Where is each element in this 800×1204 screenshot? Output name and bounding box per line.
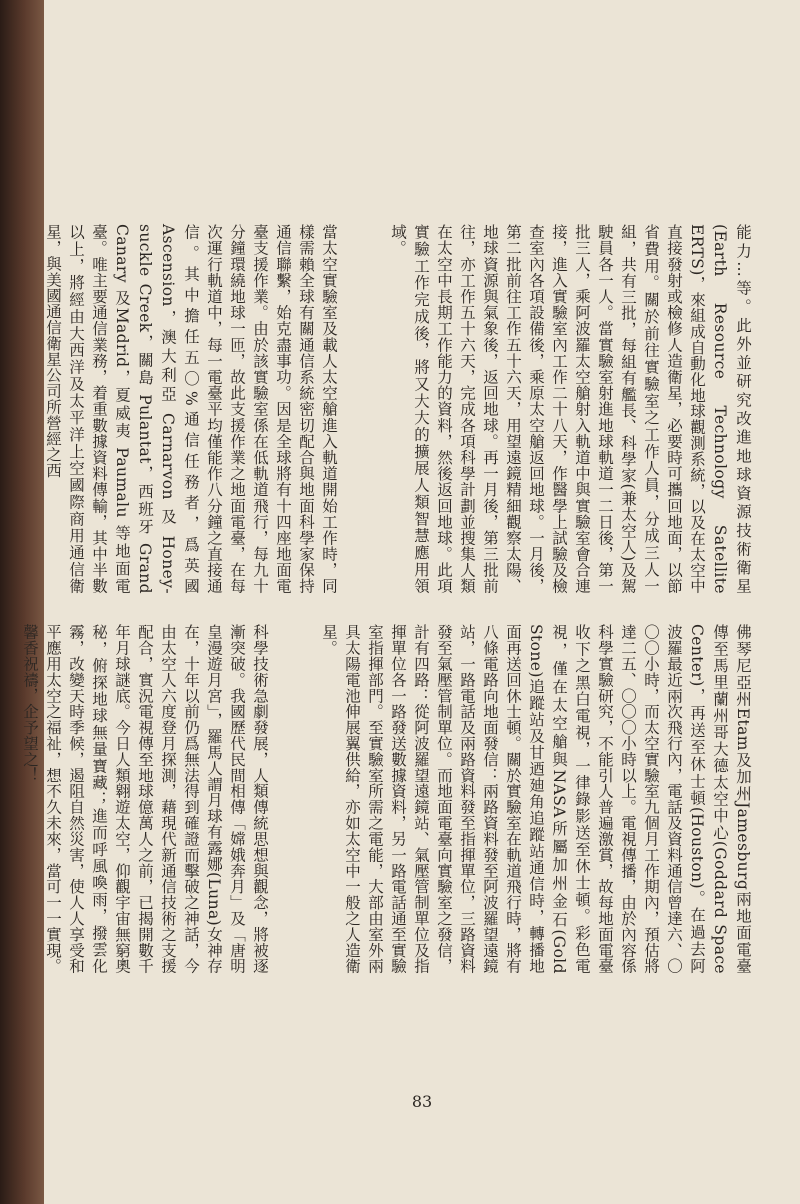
page-number: 83 <box>411 1092 433 1111</box>
book-binding <box>0 0 44 1204</box>
paragraph: 佛琴尼亞州Etam及加州Jamesburg兩地面電臺傳至馬里蘭州哥大德太空中心(Goddard Space Center)，再送至休士頓(Houston)。在過去阿波羅最近兩次飛行內，電話及資料通信曾達六、〇〇〇小時，而太空實驗室九個月工作期內，預估將達二五、〇〇〇小時以上。電視傳播，由於內容係科學實驗研究，不能引人普遍激賞，故每地面電臺收下之黑白電視，一律錄影送至休士頓。彩色電視，僅在太空艙與NASA所屬加州金石(Gold Stone)追蹤站及甘迺廸角追蹤站通信時，轉播地面再送回休士頓。關於實驗室在軌道飛行時，將有八條電路向地面發信：兩路資料發至阿波羅望遠鏡站，一路電話及兩路資料發至指揮單位，三路資料發至氣壓管制單位。而地面電臺向實驗室之發信，計有四路：從阿波羅望遠鏡站、氣壓管制單位及指揮單位各一路發送數據資料，另一路電話通至實驗室指揮部門。至實驗室所需之電能，大部由室外兩具太陽電池伸展翼供給，亦如太空中一般之人造衛星。 <box>320 624 752 980</box>
paragraph: 能力…等。此外並研究改進地球資源技術衛星(Earth Resource Technology Satellite ERTS)，來組成自動化地球觀測系統，以及在太空中直接發射或檢修人造衛星，必要時可攜回地面，以節省費用。關於前往實驗室之工作人員，分成三人一組，共有三批，每組有艦長、科學家(兼太空人)及駕駛員各一人。當實驗室射進地球軌道一二日後，第一批三人，乘阿波羅太空艙射入軌道中與實驗室會合連接，進入實驗室內工作二十八天，作醫學上試驗及檢查室內各項設備後，乘原太空艙返回地球。一月後，第二批前往工作五十六天，用望遠鏡精細觀察太陽、地球資源與氣象後，返回地球。再一月後，第三批前往，亦工作五十六天，完成各項科學計劃並搜集人類在太空中長期工作能力的資料，然後返回地球。此項實驗工作完成後，將又大大的擴展人類智慧應用領域。 <box>389 224 752 600</box>
paragraph: 當太空實驗室及載人太空艙進入軌道開始工作時，同樣需賴全球有關通信系統密切配合與地面科學家保持通信聯繫，始克盡事功。因是全球將有十四座地面電臺支援作業。由於該實驗室係在低軌道飛行，每九十分鐘環繞地球一匝，故此支援作業之地面電臺，在每次運行軌道中，每一電臺平均僅能作八分鐘之直接通信。其中擔任五〇%通信任務者，爲英國 Ascension，澳大利亞 Carnarvon 及 Honey-suckle Creek，關島 Pulantat，西班牙 Grand Canary 及Madrid，夏威夷 Paumalu 等地面電臺。唯主要通信業務，着重數據資料傳輸，其中半數以上，將經由大西洋及太平洋上空國際商用通信衛星，與美國通信衛星公司所營經之西 <box>44 224 338 600</box>
book-page <box>21 0 800 1204</box>
bottom-text-column <box>21 624 800 980</box>
top-text-column <box>44 224 800 600</box>
paragraph: 科學技術急劇發展，人類傳統思想與觀念，將被逐漸突破。我國歷代民間相傳「嫦娥奔月」及「唐明皇漫遊月宮」，羅馬人謂月球有露娜(Luna)女神存在，十年以前仍爲無法得到確證而擊破之神話，今由太空人六度登月探測，藉現代新通信技術之支援配合，實況電視傳至地球億萬人之前，已揭開數千年月球謎底。今日人類翱遊太空，仰觀宇宙無窮奧秘，俯探地球無量寶藏；進而呼風喚雨，撥雲化霧，改變天時季候，遏阻自然災害，使人人享受和平應用太空之福祉，想不久未來，當可一一實現。馨香祝禱，企予望之！ <box>21 624 269 974</box>
